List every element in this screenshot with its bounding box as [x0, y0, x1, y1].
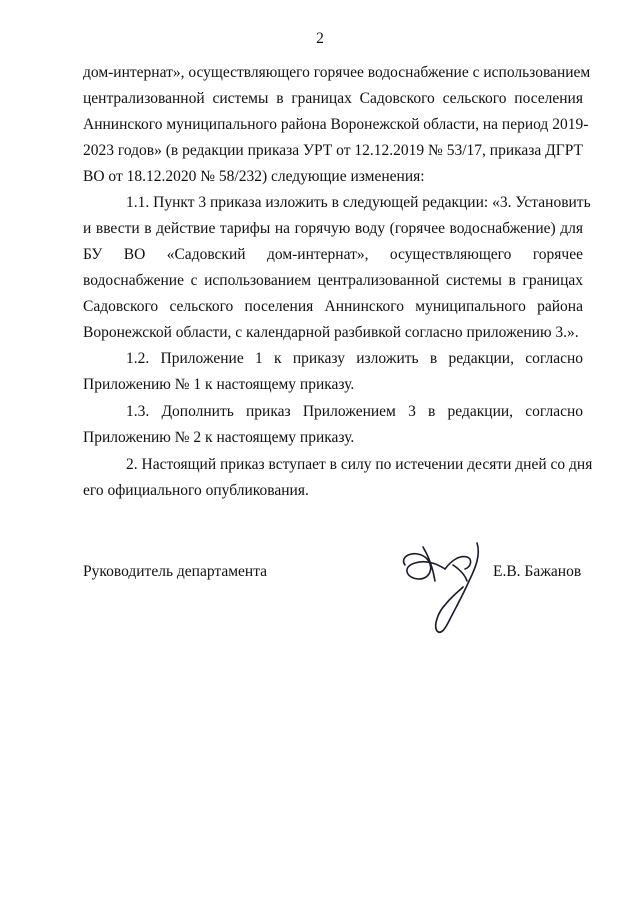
- body-line: и ввести в действие тарифы на горячую воду (горячее водоснабжение) для: [83, 220, 583, 237]
- signatory-name: Е.В. Бажанов: [493, 563, 582, 580]
- body-line: Воронежской области, с календарной разбивкой согласно приложению 3.».: [83, 324, 579, 341]
- body-line: 1.3. Дополнить приказ Приложением 3 в редакции, согласно: [126, 403, 583, 420]
- body-line: его официального опубликования.: [83, 482, 309, 499]
- signatory-title: Руководитель департамента: [83, 563, 268, 580]
- body-line: 1.1. Пункт 3 приказа изложить в следующей редакции: «3. Установить: [126, 194, 591, 211]
- body-line: 2. Настоящий приказ вступает в силу по истечении десяти дней со дня: [126, 456, 593, 473]
- body-line: дом-интернат», осуществляющего горячее водоснабжение с использованием: [83, 64, 591, 81]
- page-number: 2: [316, 30, 324, 47]
- body-line: 2023 годов» (в редакции приказа УРТ от 12.12.2019 № 53/17, приказа ДГРТ: [83, 142, 583, 159]
- body-line: Приложению № 2 к настоящему приказу.: [83, 429, 355, 446]
- handwritten-signature: [393, 535, 503, 645]
- body-line: водоснабжение с использованием централизованной системы в границах: [83, 272, 583, 289]
- body-line: Аннинского муниципального района Воронежской области, на период 2019-: [83, 116, 589, 133]
- body-line: БУ ВО «Садовский дом-интернат», осуществляющего горячее: [83, 246, 583, 263]
- body-line: 1.2. Приложение 1 к приказу изложить в редакции, согласно: [126, 350, 583, 367]
- body-line: Садовского сельского поселения Аннинского муниципального района: [83, 298, 583, 315]
- body-line: централизованной системы в границах Садовского сельского поселения: [83, 90, 583, 107]
- body-line: ВО от 18.12.2020 № 58/232) следующие изменения:: [83, 168, 425, 185]
- body-line: Приложению № 1 к настоящему приказу.: [83, 376, 355, 393]
